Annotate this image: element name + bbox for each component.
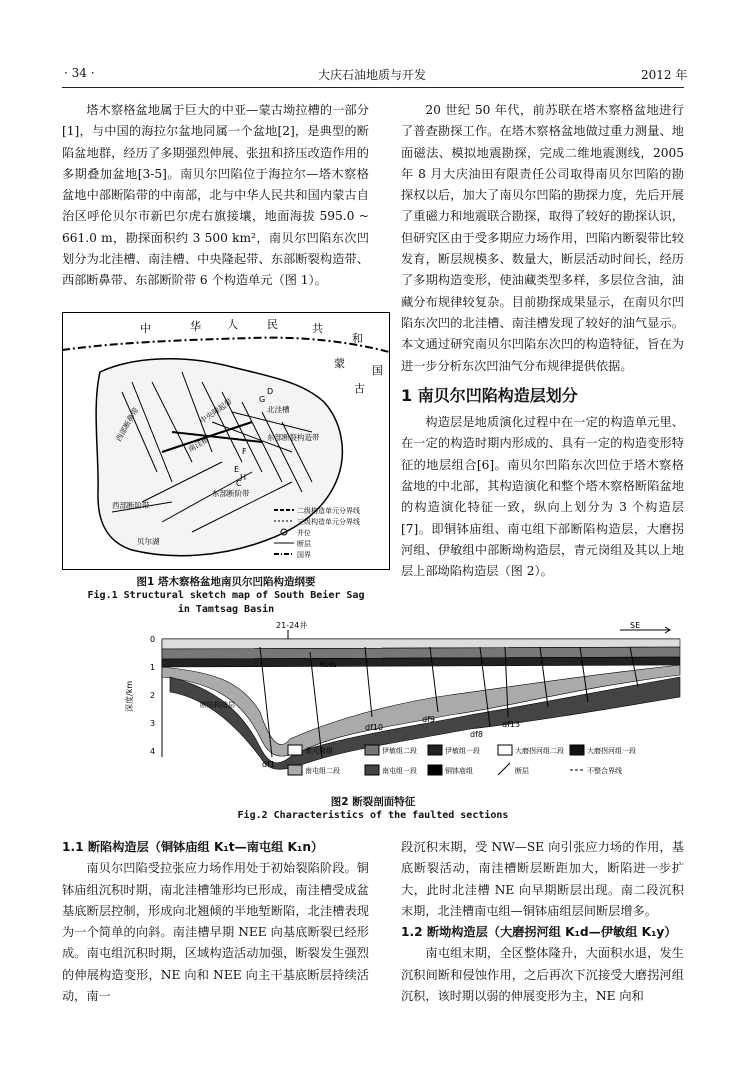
journal-name: 大庆石油地质与开发 <box>318 68 427 82</box>
well-label-g: G <box>259 395 266 404</box>
legend-well: 井位 <box>297 529 311 537</box>
map-label-guo: 国 <box>372 364 383 377</box>
figure-2-caption-en: Fig.2 Characteristics of the faulted sections <box>237 810 509 821</box>
lake-label: 贝尔湖 <box>137 537 160 546</box>
figure-2-caption-zh: 图2 断裂剖面特征 <box>330 796 416 808</box>
subsection-1-1-heading: 1.1 断陷构造层（铜钵庙组 K₁t—南屯组 K₁n） <box>62 840 324 854</box>
direction-label: SE <box>630 621 641 630</box>
fault-label-df1: df1 <box>262 760 275 769</box>
figure-2-section <box>110 617 690 793</box>
yaxis-label: 深度/km <box>125 680 134 712</box>
ytick-1: 1 <box>150 663 156 672</box>
map-label-he: 和 <box>352 332 363 345</box>
unit-east-step: 东部断阶带 <box>212 489 250 498</box>
ytick-4: 4 <box>150 747 156 756</box>
legend-border: 国界 <box>297 551 311 559</box>
section-1-paragraph: 构造层是地质演化过程中在一定的构造单元里、在一定的构造时期内形成的、具有一定的构造变形特征的地层组合[6]。南贝尔凹陷东次凹位于塔木察格盆地的中北部，其构造演化和整个塔木察格断陷盆地的构造演化特征一致，纵向上划分为 3 个构造层[7]。即铜钵庙组、南屯组下部断陷构造层，大磨拐河组、伊敏组中部断坳构造层，青元岗组及其以上地层上部坳陷构造层（图 2）。 <box>401 415 684 579</box>
continuation-paragraph: 段沉积末期，受 NW—SE 向引张应力场的作用，基底断裂活动，南洼槽断层断距加大，断陷进一步扩大，此时北洼槽 NE 向早期断层出现。南二段沉积末期，北洼槽南屯组—铜钵庙组层间断层增多。 <box>401 840 684 918</box>
page-number: · 34 · <box>64 66 95 80</box>
left-column-bottom <box>62 837 369 1007</box>
unit-east-fault-zone: 东部断裂构造带 <box>267 433 320 442</box>
unit-central-uplift: 中央隆起带 <box>197 396 234 426</box>
map-label-gu: 古 <box>354 382 365 395</box>
unit-south-trough: 南洼槽 <box>186 434 211 454</box>
header-rule <box>62 87 684 88</box>
unit-north-trough: 北洼槽 <box>267 405 290 414</box>
subsection-1-1-paragraph: 南贝尔凹陷受拉张应力场作用处于初始裂陷阶段。铜钵庙组沉积时期，南北洼槽雏形均已形成，南洼槽受成盆基底断层控制，形成向北翘倾的半地堑断陷，北洼槽表现为一个简单的向斜。南洼槽早期 NEE 向基底断裂已经形成。南屯组沉积时期，区域构造活动加强，断裂发生强烈的伸展构造变形，NE 向和 NEE 向主干基底断层持续活动，南一 <box>62 861 369 1004</box>
legend-nantun-2: 南屯组二段 <box>305 767 340 775</box>
map-label-meng: 蒙 <box>334 357 345 370</box>
legend-yimin-1: 伊敏组一段 <box>445 747 480 755</box>
section-1-heading: 1 南贝尔凹陷构造层划分 <box>401 385 578 405</box>
unit-label-k1d2: K₁d₂ <box>320 660 337 669</box>
legend-fault-line: 断层 <box>515 767 529 775</box>
figure-1-caption-zh: 图1 塔木察格盆地南贝尔凹陷构造纲要 <box>136 576 316 588</box>
intro-paragraph: 塔木察格盆地属于巨大的中亚—蒙古坳拉槽的一部分[1]，与中国的海拉尔盆地同属一个盆地[2]，是典型的断陷盆地群，经历了多期强烈伸展、张扭和挤压改造作用的多期叠加盆地[3-5]。南贝尔凹陷位于海拉尔—塔木察格盆地中部断陷带的中南部，北与中华人民共和国内蒙古自治区呼伦贝尔市新巴尔虎右旗接壤，地面海拔 595.0 ~ 661.0 m，勘探面积约 3 500 km²，南贝尔凹陷东次凹划分为北洼槽、南洼槽、中央隆起带、东部断裂构造带、西部断鼻带、东部断阶带 6 个构造单元（图 1）。 <box>62 103 369 288</box>
legend-damoguaihe-2: 大磨拐河组二段 <box>515 747 564 755</box>
well-label-c: C <box>236 479 242 488</box>
well-label-h: H <box>240 473 247 482</box>
unit-west-nose: 西部断鼻带 <box>113 406 141 443</box>
layer-yimin-1 <box>162 657 680 667</box>
ytick-3: 3 <box>150 719 156 728</box>
history-paragraph: 20 世纪 50 年代，前苏联在塔木察格盆地进行了普查勘探工作。在塔木察格盆地做过重力测量、地面磁法、模拟地震勘探，完成二维地震测线，2005 年 8 月大庆油田有限责任公司取得南贝尔凹陷的勘探权以后，加大了南贝尔凹陷的勘探力度，先后开展了重磁力和地震联合勘探，取得了较好的勘探认识，但研究区由于受多期应力场作用，凹陷内断裂带比较发育，断层规模多、数量大，断层活动时间长，经历了多期构造变形，使油藏类型多样，多层位含油，油藏分布规律较复杂。目前勘探成果显示，在南贝尔凹陷东次凹的北洼槽、南洼槽发现了较好的油气显示。本文通过研究南贝尔凹陷东次凹的构造特征，旨在为进一步分析东次凹油气分布规律提供依据。 <box>401 103 684 373</box>
legend-yimin-2: 伊敏组二段 <box>382 747 417 755</box>
subsection-1-2-heading: 1.2 断坳构造层（大磨拐河组 K₁d—伊敏组 K₁y） <box>401 925 677 940</box>
unit-west-step: 西部断阶带 <box>112 501 150 510</box>
fault-label-df8: df8 <box>470 730 483 739</box>
legend-second-order: 二级构造单元分界线 <box>297 507 360 515</box>
well-label: 21-24井 <box>276 621 308 630</box>
left-column-top <box>62 100 369 292</box>
layer-damoguaihe <box>162 665 680 756</box>
legend-tongbomiao: 铜钵庙组 <box>445 767 473 775</box>
well-label-e: E <box>234 465 240 474</box>
map-label-zhong: 中 <box>140 322 151 335</box>
well-label-d: D <box>267 387 274 396</box>
map-label-gong: 共 <box>312 322 323 335</box>
legend-damoguaihe-1: 大磨拐河组一段 <box>587 747 636 755</box>
publication-year: 2012 年 <box>641 68 688 82</box>
legend-qingyuangang: 青元岗组 <box>305 747 333 755</box>
ytick-0: 0 <box>150 635 156 644</box>
ytick-2: 2 <box>150 691 156 700</box>
fault-label-df13: df13 <box>502 720 521 729</box>
legend-fault: 断层 <box>297 540 311 548</box>
fault-label-df10: df10 <box>365 723 384 732</box>
figure-2-caption <box>62 795 684 823</box>
subsection-1-2-paragraph: 南屯组末期，全区整体隆升，大面积水退，发生沉积间断和侵蚀作用，之后再次下沉接受大磨拐河组沉积，该时期以弱的伸展变形为主，NE 向和 <box>401 946 684 1004</box>
figure-1-caption <box>62 575 390 617</box>
right-column-bottom <box>401 837 684 1007</box>
figure-1-caption-en-2: in Tamtsag Basin <box>177 604 275 615</box>
layer-label: 断陷构造层 <box>200 701 235 709</box>
legend-unconformity: 不整合界线 <box>587 767 622 775</box>
legend-nantun-1: 南屯组一段 <box>382 767 417 775</box>
fault-label-df9: df9 <box>422 715 435 724</box>
map-label-hua: 华 <box>190 320 201 333</box>
legend-third-order: 三级构造单元分界线 <box>297 518 360 526</box>
well-label-f: F <box>242 447 247 456</box>
right-column-top <box>401 100 684 583</box>
map-label-ren: 人 <box>227 318 238 331</box>
figure-1-caption-en-1: Fig.1 Structural sketch map of South Beier Sag <box>87 590 365 601</box>
figure-1-map <box>62 312 390 570</box>
map-label-min: 民 <box>267 318 278 331</box>
